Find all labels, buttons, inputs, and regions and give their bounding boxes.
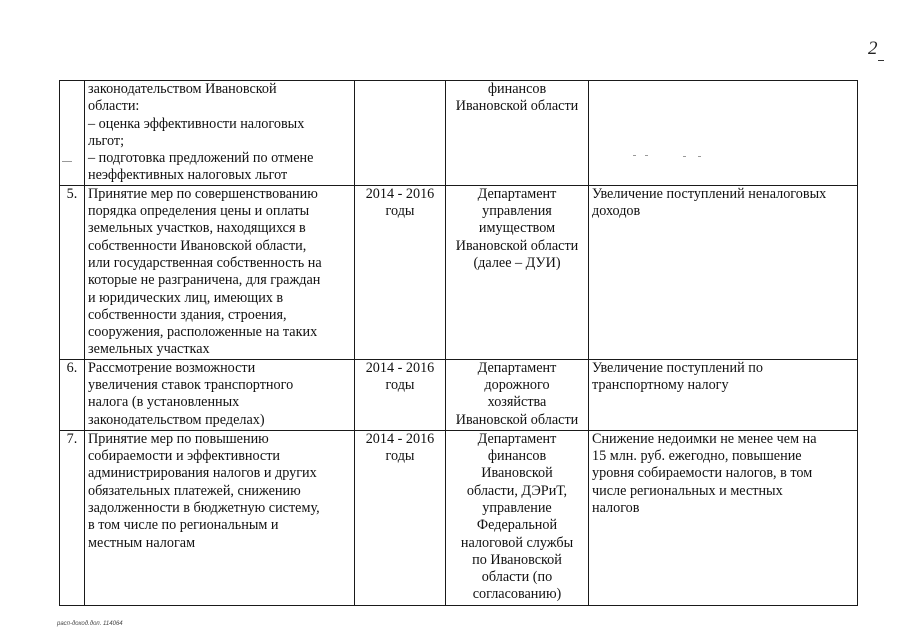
footer-document-code: расп-доход.доп. 114064 <box>57 621 123 627</box>
cell-line: увеличения ставок транспортного <box>88 377 294 394</box>
cell-line: администрирования налогов и других <box>88 465 317 482</box>
period-cell <box>355 185 446 359</box>
cell-line: доходов <box>592 203 641 220</box>
executor-cell <box>446 81 589 186</box>
cell-line: налогов <box>592 499 640 516</box>
cell-line: имуществом <box>478 220 556 237</box>
cell-line: Ивановской <box>481 465 553 482</box>
result-cell <box>589 359 858 430</box>
cell-line: налоговой службы <box>460 534 574 551</box>
cell-line: Департамент <box>477 185 557 202</box>
cell-line: согласованию) <box>472 586 562 603</box>
cell-line: которые не разграничена, для граждан <box>88 272 321 289</box>
cell-line: области (по <box>481 569 553 586</box>
result-cell <box>589 81 858 186</box>
period-cell <box>355 430 446 605</box>
cell-line: области, ДЭРиТ, <box>466 482 568 499</box>
cell-line: льгот; <box>88 132 125 149</box>
cell-line: Увеличение поступлений по <box>592 359 763 376</box>
cell-line: Федеральной <box>476 517 558 534</box>
result-cell <box>589 430 858 605</box>
cell-line: области: <box>88 98 140 115</box>
executor-cell <box>446 185 589 359</box>
cell-line: транспортному налогу <box>592 377 729 394</box>
cell-line: годы <box>385 448 415 465</box>
scan-speck <box>683 156 686 157</box>
row-number: 5. <box>60 185 85 359</box>
scan-speck <box>62 161 72 162</box>
cell-line: Департамент <box>477 359 557 376</box>
cell-line: (далее – ДУИ) <box>473 254 561 271</box>
cell-line: налога (в установленных <box>88 394 240 411</box>
cell-line: – подготовка предложений по отмене <box>88 150 314 167</box>
cell-line: в том числе по региональным и <box>88 517 279 534</box>
cell-line: порядка определения цены и оплаты <box>88 203 310 220</box>
cell-line: управление <box>482 499 552 516</box>
cell-line: Увеличение поступлений неналоговых <box>592 185 827 202</box>
cell-line: или государственная собственность на <box>88 254 322 271</box>
cell-line: местным налогам <box>88 534 196 551</box>
measure-cell <box>85 430 355 605</box>
cell-line: собственности Ивановской области, <box>88 237 307 254</box>
row-number <box>60 81 85 186</box>
cell-line: финансов <box>487 448 547 465</box>
cell-line: законодательством Ивановской <box>88 81 277 97</box>
cell-line: обязательных платежей, снижению <box>88 482 301 499</box>
cell-line: дорожного <box>484 377 550 394</box>
cell-line: законодательством пределах) <box>88 411 265 428</box>
cell-line: управления <box>482 203 552 220</box>
page-number: 2 <box>868 38 878 59</box>
cell-line: сооружения, расположенные на таких <box>88 324 318 341</box>
cell-line: собственности здания, строения, <box>88 306 287 323</box>
table-row <box>60 81 858 186</box>
cell-line: земельных участках <box>88 341 210 358</box>
cell-line: 2014 - 2016 <box>365 430 435 447</box>
cell-line: по Ивановской <box>472 551 562 568</box>
cell-line: финансов <box>487 81 547 97</box>
cell-line: 15 млн. руб. ежегодно, повышение <box>592 448 802 465</box>
cell-line: числе региональных и местных <box>592 482 783 499</box>
cell-line: Снижение недоимки не менее чем на <box>592 430 817 447</box>
scan-speck <box>698 156 701 157</box>
result-cell <box>589 185 858 359</box>
cell-line: Ивановской области <box>455 237 579 254</box>
executor-cell <box>446 359 589 430</box>
cell-line: годы <box>385 377 415 394</box>
cell-line: земельных участков, находящихся в <box>88 220 306 237</box>
cell-line: – оценка эффективности налоговых <box>88 115 305 132</box>
cell-line: 2014 - 2016 <box>365 185 435 202</box>
cell-line: хозяйства <box>487 394 547 411</box>
cell-line: неэффективных налоговых льгот <box>88 167 288 184</box>
cell-line: Ивановской области <box>455 411 579 428</box>
cell-line: Принятие мер по совершенствованию <box>88 185 318 202</box>
measure-cell <box>85 359 355 430</box>
cell-line: Ивановской области <box>455 98 579 115</box>
executor-cell <box>446 430 589 605</box>
cell-line: собираемости и эффективности <box>88 448 281 465</box>
cell-line: Принятие мер по повышению <box>88 430 269 447</box>
cell-line: Рассмотрение возможности <box>88 359 256 376</box>
cell-line: и юридических лиц, имеющих в <box>88 289 284 306</box>
period-cell <box>355 359 446 430</box>
table-row <box>60 359 858 430</box>
period-cell <box>355 81 446 186</box>
scan-speck <box>645 155 648 156</box>
table-row <box>60 430 858 605</box>
cell-line: 2014 - 2016 <box>365 359 435 376</box>
table-row <box>60 185 858 359</box>
measure-cell <box>85 185 355 359</box>
cell-line: уровня собираемости налогов, в том <box>592 465 813 482</box>
cell-line: задолженности в бюджетную систему, <box>88 499 320 516</box>
row-number: 6. <box>60 359 85 430</box>
measures-table <box>59 80 858 606</box>
cell-line: Департамент <box>477 430 557 447</box>
scan-speck <box>633 155 636 156</box>
row-number: 7. <box>60 430 85 605</box>
measure-cell <box>85 81 355 186</box>
cell-line: годы <box>385 203 415 220</box>
